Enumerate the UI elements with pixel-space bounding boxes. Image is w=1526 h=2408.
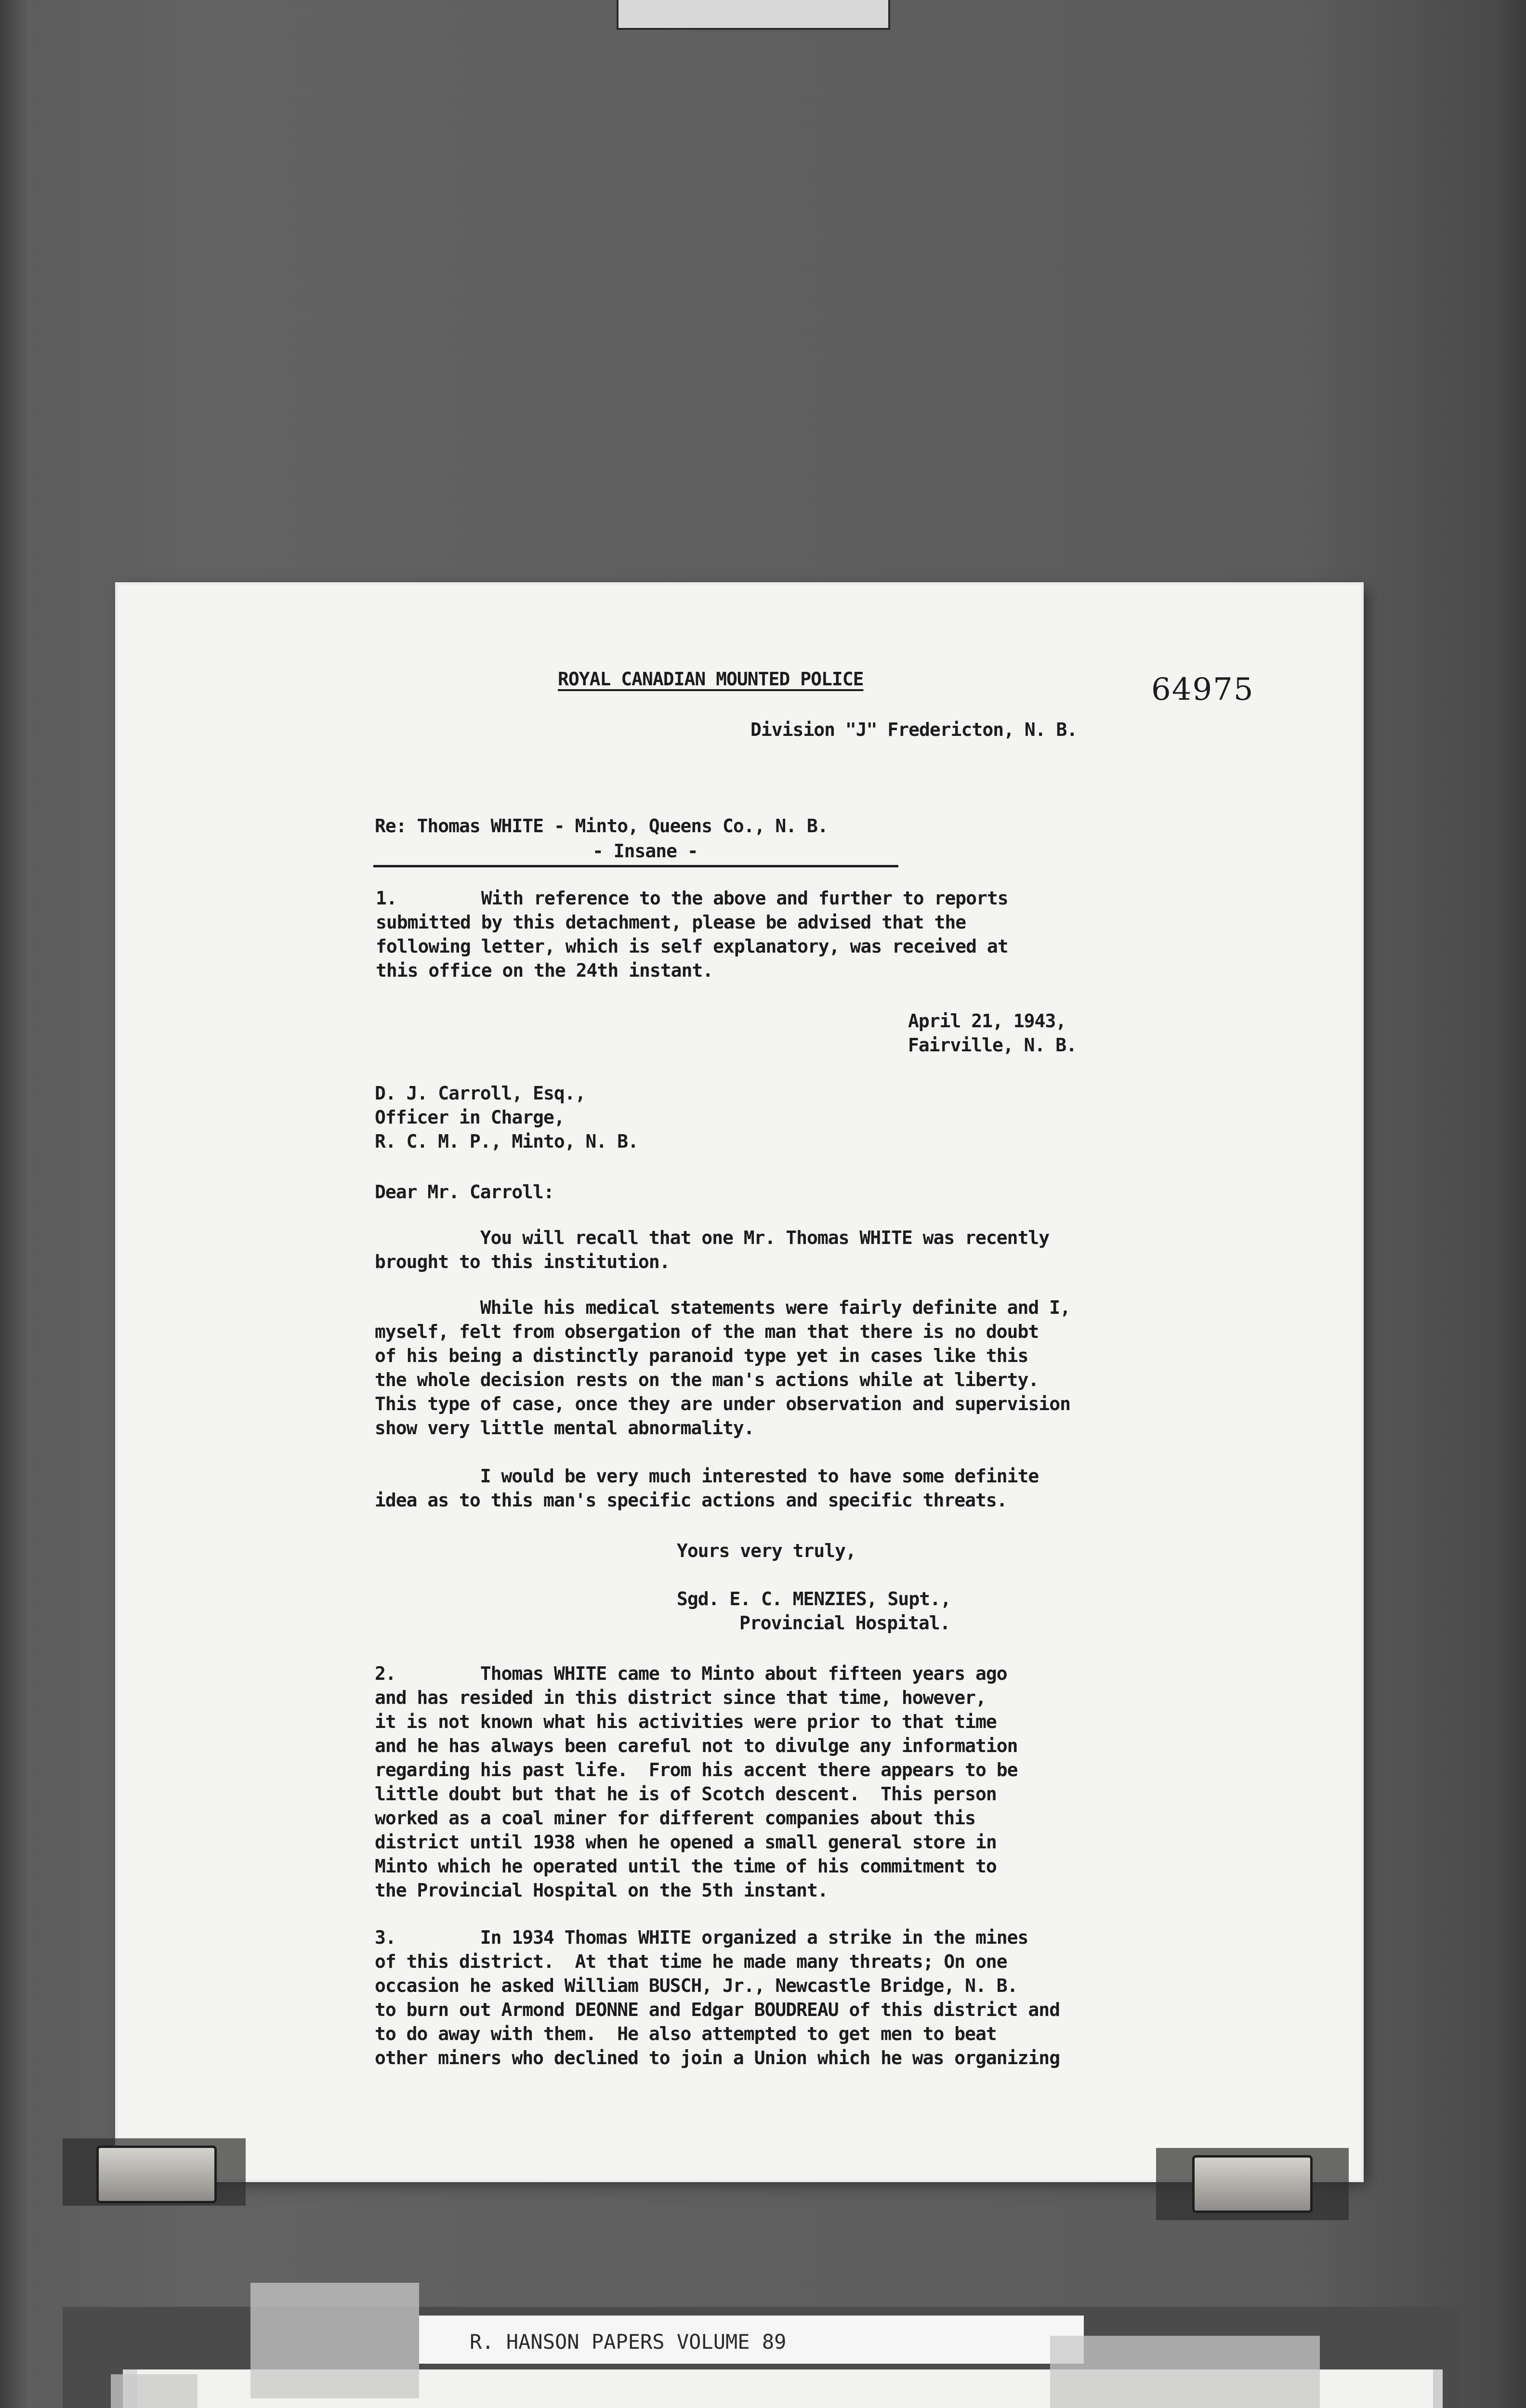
addressee-line: Officer in Charge, — [375, 1107, 565, 1128]
paragraph-line: worked as a coal miner for different companies about this — [375, 1807, 976, 1829]
paragraph-line: of his being a distinctly paranoid type yet in cases like this — [375, 1345, 1028, 1366]
series-label: R. HANSON PAPERS VOLUME 89 — [470, 2330, 787, 2354]
paragraph-line: You will recall that one Mr. Thomas WHITE was recently — [375, 1227, 1050, 1248]
subject-qualifier: - Insane - — [592, 840, 698, 862]
paragraph-line: 3. In 1934 Thomas WHITE organized a strike in the mines — [375, 1927, 1028, 1948]
paragraph-line: show very little mental abnormality. — [375, 1417, 754, 1439]
paragraph-line: other miners who declined to join a Union which he was organizing — [375, 2047, 1060, 2068]
paragraph-line: This type of case, once they are under observation and supervision — [375, 1393, 1070, 1414]
paragraph-line: and has resided in this district since that time, however, — [375, 1687, 986, 1708]
paragraph-line: brought to this institution. — [375, 1251, 670, 1272]
file-number: 64975 — [1151, 672, 1254, 707]
paragraph-line: myself, felt from obsergation of the man that there is no doubt — [375, 1321, 1039, 1342]
subject-line: Re: Thomas WHITE - Minto, Queens Co., N. B. — [375, 815, 828, 837]
paragraph-line: idea as to this man's specific actions and specific threats. — [375, 1490, 1007, 1511]
tape-strip — [250, 2283, 419, 2398]
paragraph-line: I would be very much interested to have some definite — [375, 1466, 1039, 1487]
tape-strip — [1050, 2336, 1320, 2408]
paragraph-line: it is not known what his activities were prior to that time — [375, 1711, 997, 1732]
signature-line: Sgd. E. C. MENZIES, Supt., — [677, 1588, 951, 1610]
subject-underline — [373, 865, 898, 867]
paragraph-line: regarding his past life. From his accent there appears to be — [375, 1759, 1018, 1780]
paragraph-line: While his medical statements were fairly definite and I, — [375, 1297, 1070, 1318]
salutation: Dear Mr. Carroll: — [375, 1181, 554, 1203]
addressee-line: R. C. M. P., Minto, N. B. — [375, 1131, 638, 1152]
film-frame-tab — [617, 0, 890, 30]
paragraph-line: Minto which he operated until the time of his commitment to — [375, 1856, 997, 1877]
agency-heading: ROYAL CANADIAN MOUNTED POLICE — [558, 668, 864, 690]
page-clip-icon — [96, 2146, 217, 2203]
paragraph-line: the whole decision rests on the man's actions while at liberty. — [375, 1369, 1039, 1390]
paragraph-line: 2. Thomas WHITE came to Minto about fifteen years ago — [375, 1663, 1007, 1684]
paragraph-line: little doubt but that he is of Scotch descent. This person — [375, 1783, 997, 1805]
paragraph-line: occasion he asked William BUSCH, Jr., Newcastle Bridge, N. B. — [375, 1975, 1018, 1996]
letter-place: Fairville, N. B. — [908, 1034, 1077, 1056]
paragraph-line: of this district. At that time he made many threats; On one — [375, 1951, 1007, 1972]
letter-closing: Yours very truly, — [677, 1540, 856, 1561]
signature-title: Provincial Hospital. — [739, 1612, 950, 1634]
paragraph-line: to burn out Armond DEONNE and Edgar BOUDREAU of this district and — [375, 1999, 1060, 2020]
paragraph-line: 1. With reference to the above and further to reports — [376, 888, 1008, 909]
paragraph-line: the Provincial Hospital on the 5th instant. — [375, 1880, 828, 1901]
paragraph-line: submitted by this detachment, please be advised that the — [376, 912, 966, 933]
addressee-line: D. J. Carroll, Esq., — [375, 1083, 586, 1104]
paragraph-line: to do away with them. He also attempted to get men to beat — [375, 2023, 997, 2044]
division-line: Division "J" Fredericton, N. B. — [750, 719, 1078, 740]
tape-strip — [111, 2374, 197, 2408]
paragraph-line: and he has always been careful not to divulge any information — [375, 1735, 1018, 1756]
paragraph-line: following letter, which is self explanatory, was received at — [376, 936, 1008, 957]
paragraph-line: district until 1938 when he opened a small general store in — [375, 1832, 997, 1853]
letter-date: April 21, 1943, — [908, 1010, 1066, 1032]
paragraph-line: this office on the 24th instant. — [376, 960, 713, 981]
page-clip-icon — [1192, 2155, 1313, 2213]
